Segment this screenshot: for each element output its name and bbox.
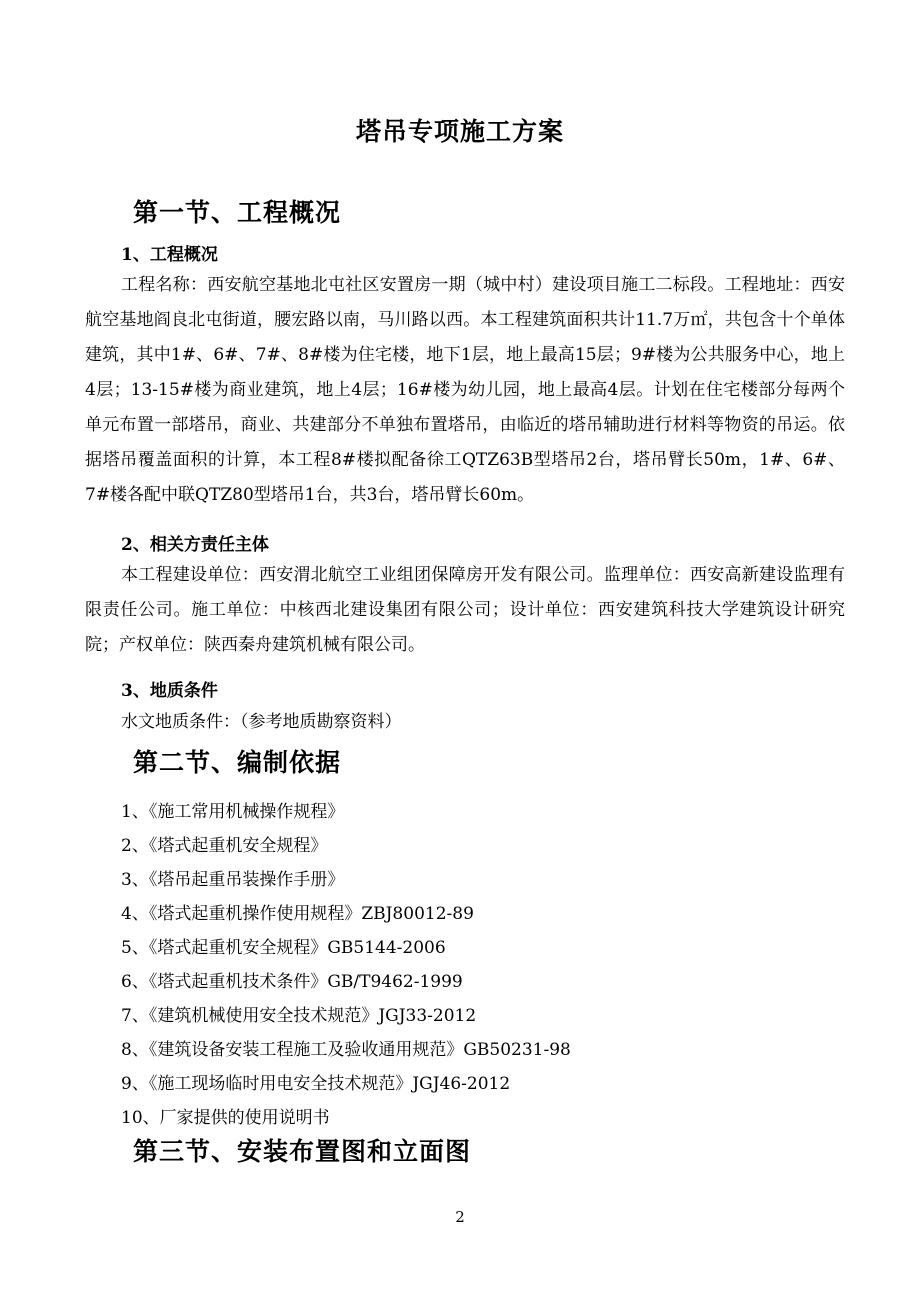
reference-item: 5、《塔式起重机安全规程》GB5144-2006 xyxy=(121,938,446,958)
reference-item: 2、《塔式起重机安全规程》 xyxy=(121,836,328,856)
reference-item: 4、《塔式起重机操作使用规程》ZBJ80012-89 xyxy=(121,904,474,924)
subsection-1-heading: 1、工程概况 xyxy=(121,245,218,265)
page-number: 2 xyxy=(455,1208,465,1226)
document-title: 塔吊专项施工方案 xyxy=(355,117,564,146)
subsection-2-heading: 2、相关方责任主体 xyxy=(121,535,269,555)
reference-list xyxy=(121,797,571,1137)
reference-item: 9、《施工现场临时用电安全技术规范》JGJ46-2012 xyxy=(121,1074,511,1094)
section-3-heading: 第三节、安装布置图和立面图 xyxy=(133,1137,472,1166)
subsection-3-body: 水文地质条件：（参考地质勘察资料） xyxy=(121,712,402,732)
subsection-2-body: 本工程建设单位：西安渭北航空工业组团保障房开发有限公司。监理单位：西安高新建设监理有限责任公司。施工单位：中核西北建设集团有限公司；设计单位：西安建筑科技大学建筑设计研究院；产权单位：陕西秦舟建筑机械有限公司。 xyxy=(85,565,845,655)
reference-item: 10、厂家提供的使用说明书 xyxy=(121,1108,330,1128)
section-2-heading: 第二节、编制依据 xyxy=(133,748,342,777)
subsection-1-body: 工程名称：西安航空基地北屯社区安置房一期（城中村）建设项目施工二标段。工程地址：西安航空基地阎良北屯街道，腰宏路以南，马川路以西。本工程建筑面积共计11.7万㎡，共包含十个单体建筑，其中1#、6#、7#、8#楼为住宅楼，地下1层，地上最高15层；9#楼为公共服务中心，地上4层；13-15#楼为商业建筑，地上4层；16#楼为幼儿园，地上最高4层。计划在住宅楼部分每两个单元布置一部塔吊，商业、共建部分不单独布置塔吊，由临近的塔吊辅助进行材料等物资的吊运。依据塔吊覆盖面积的计算，本工程8#楼拟配备徐工QTZ63B型塔吊2台，塔吊臂长50m，1#、6#、7#楼各配中联QTZ80型塔吊1台，共3台，塔吊臂长60m。 xyxy=(85,275,845,505)
reference-item: 8、《建筑设备安装工程施工及验收通用规范》GB50231-98 xyxy=(121,1040,571,1060)
reference-item: 1、《施工常用机械操作规程》 xyxy=(121,802,345,822)
section-1-heading: 第一节、工程概况 xyxy=(133,198,342,227)
subsection-3-heading: 3、地质条件 xyxy=(121,681,218,701)
reference-item: 7、《建筑机械使用安全技术规范》JGJ33-2012 xyxy=(121,1006,477,1026)
reference-item: 3、《塔吊起重吊装操作手册》 xyxy=(121,870,345,890)
reference-item: 6、《塔式起重机技术条件》GB/T9462-1999 xyxy=(121,972,463,992)
